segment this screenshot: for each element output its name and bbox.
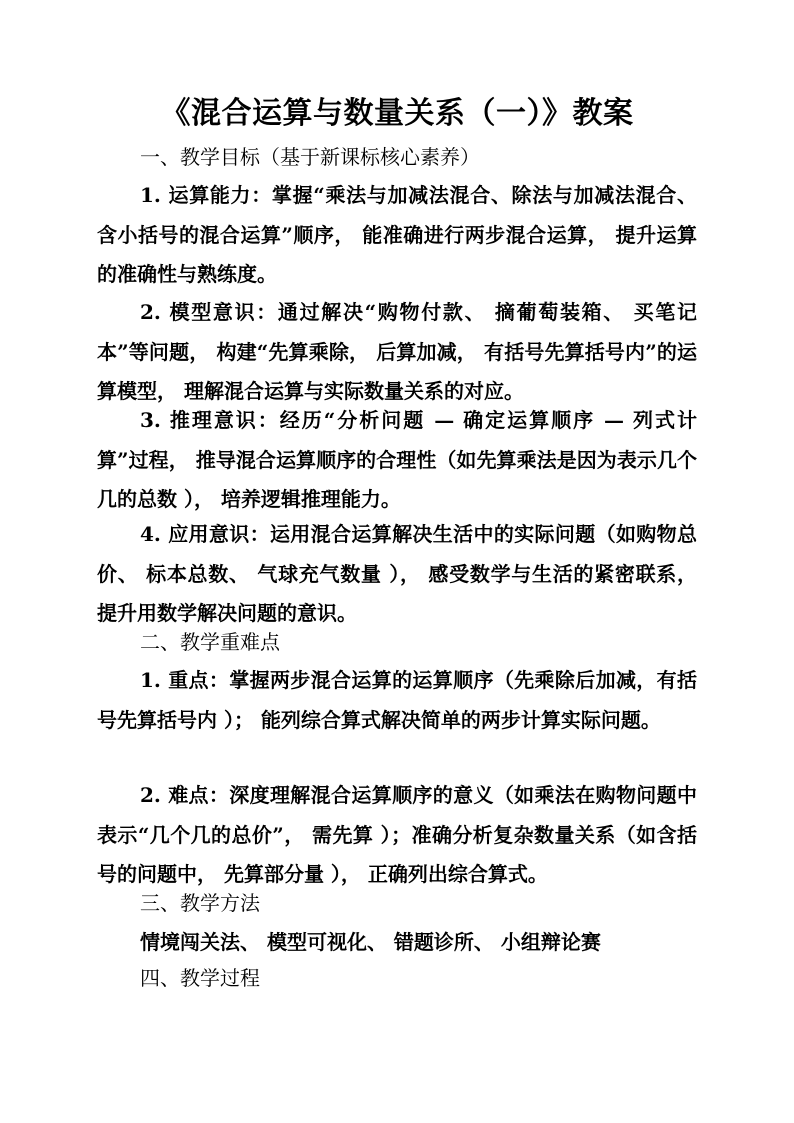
goal-item-4: 4. 应用意识：运用混合运算解决生活中的实际问题（如购物总价、 标本总数、 气球充气数量 ）， 感受数学与生活的紧密联系， 提升用数学解决问题的意识。 [97, 522, 697, 625]
section-heading-key-points: 二、教学重难点 [140, 630, 280, 654]
goal-item-3: 3. 推理意识：经历“分析问题 — 确定运算顺序 — 列式计算”过程， 推导混合运算顺序的合理性（如先算乘法是因为表示几个几的总数 ）， 培养逻辑推理能力。 [97, 408, 697, 511]
methods-text: 情境闯关法、 模型可视化、 错题诊所、 小组辩论赛 [140, 930, 601, 954]
section-heading-goals: 一、教学目标（基于新课标核心素养） [140, 145, 480, 169]
goal-item-1: 1. 运算能力：掌握“乘法与加减法混合、除法与加减法混合、含小括号的混合运算”顺序， 能准确进行两步混合运算， 提升运算的准确性与熟练度。 [97, 183, 697, 286]
goal-item-2: 2. 模型意识：通过解决“购物付款、 摘葡萄装箱、 买笔记本”等问题， 构建“先算乘除， 后算加减， 有括号先算括号内”的运算模型， 理解混合运算与实际数量关系的对应。 [97, 300, 697, 403]
key-point-item-2: 2. 难点：深度理解混合运算顺序的意义（如乘法在购物问题中表示“几个几的总价”， 需先算 ）；准确分析复杂数量关系（如含括号的问题中， 先算部分量 ）， 正确列出综合算式。 [97, 783, 697, 886]
document-title: 《混合运算与数量关系（一）》教案 [160, 96, 634, 131]
section-heading-methods: 三、教学方法 [140, 891, 260, 915]
section-heading-process: 四、教学过程 [140, 966, 260, 990]
key-point-item-1: 1. 重点：掌握两步混合运算的运算顺序（先乘除后加减，有括号先算括号内 ）； 能列综合算式解决简单的两步计算实际问题。 [97, 668, 697, 732]
